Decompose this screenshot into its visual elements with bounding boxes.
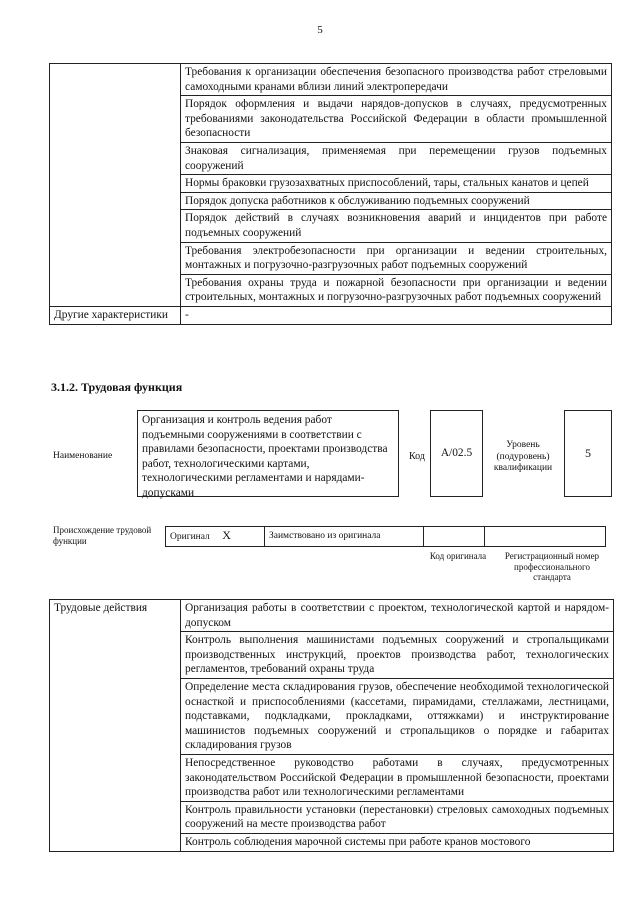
table-cell: Контроль правильности установки (перестановки) стреловых самоходных подъемных сооружений на месте производства работ [181, 801, 614, 833]
table-cell: Знаковая сигнализация, применяемая при перемещении грузов подъемных сооружений [181, 142, 612, 174]
other-characteristics-label: Другие характеристики [50, 306, 181, 324]
table-cell: Требования электробезопасности при организации и ведении строительных, монтажных и погрузочно-разгрузочных работ подъемных сооружений [181, 242, 612, 274]
knowledge-table [49, 63, 612, 325]
function-name: Организация и контроль ведения работ подъемными сооружениями в соответствии с правилами безопасности, проектами производства работ, технологическими картами, технологическими регламентами и нарядами-допусками [142, 414, 388, 499]
table-cell: Непосредственное руководство работами в случаях, предусмотренных законодательством Российской Федерации в промышленной безопасности, проектами производства работ или технологическими регламентами [181, 754, 614, 801]
section-title: 3.1.2. Трудовая функция [51, 380, 183, 394]
table-row [50, 600, 614, 632]
table-cell: Определение места складирования грузов, обеспечение необходимой технологической оснасткой и приспособлениями (кассетами, пирамидами, стеллажами, лестницами, подставками, подкладками, прокладками, оттяжками) и инструктирование машинистов подъемных сооружений и стропальщиков о порядке и габаритах складирования грузов [181, 678, 614, 754]
original-label: Оригинал [170, 532, 210, 543]
reg-number-cell [485, 527, 606, 547]
origin-label: Происхождение трудовой функции [53, 525, 152, 546]
code-value: A/02.5 [440, 447, 473, 460]
original-cell [166, 527, 265, 547]
table-row [50, 306, 612, 324]
origin-table [165, 526, 606, 547]
table-cell: Требования охраны труда и пожарной безопасности при организации и ведении строительных, монтажных и погрузочно-разгрузочных работ подъемных сооружений [181, 274, 612, 306]
level-value: 5 [585, 446, 591, 461]
table-cell: Требования к организации обеспечения безопасного производства работ стреловыми самоходными кранами вблизи линий электропередачи [181, 64, 612, 96]
function-name-box [137, 410, 399, 497]
code-original-cell [424, 527, 485, 547]
table-cell: Нормы браковки грузозахватных приспособлений, тары, стальных канатов и цепей [181, 175, 612, 193]
labor-actions-label: Трудовые действия [50, 600, 181, 852]
original-mark: X [222, 528, 231, 543]
table-cell: Порядок допуска работников к обслуживанию подъемных сооружений [181, 192, 612, 210]
table-cell: Контроль соблюдения марочной системы при работе кранов мостового [181, 833, 614, 851]
name-label: Наименование [53, 451, 113, 461]
table-row [50, 64, 612, 96]
other-characteristics-value: - [181, 306, 612, 324]
table-cell: Порядок действий в случаях возникновения аварий и инцидентов при работе подъемных сооружений [181, 210, 612, 242]
page-number: 5 [317, 24, 323, 36]
borrowed-label: Заимствовано из оригинала [265, 527, 424, 547]
table-cell: Порядок оформления и выдачи нарядов-допусков в случаях, предусмотренных требованиями законодательства Российской Федерации в области промышленной безопасности [181, 96, 612, 143]
code-box [430, 410, 483, 497]
reg-number-sublabel: Регистрационный номер профессионального стандарта [504, 551, 600, 582]
table-cell-empty [50, 64, 181, 307]
labor-actions-table [49, 599, 614, 852]
level-box [564, 410, 612, 497]
code-original-sublabel: Код оригинала [429, 551, 487, 561]
code-label: Код [409, 451, 425, 462]
level-label: Уровень (подуровень) квалификации [493, 440, 553, 473]
table-cell: Организация работы в соответствии с проектом, технологической картой и нарядом-допуском [181, 600, 614, 632]
table-row [166, 527, 606, 547]
table-cell: Контроль выполнения машинистами подъемных сооружений и стропальщиками производственных инструкций, проектов производства работ, технологических регламентов, требований охраны труда [181, 632, 614, 679]
